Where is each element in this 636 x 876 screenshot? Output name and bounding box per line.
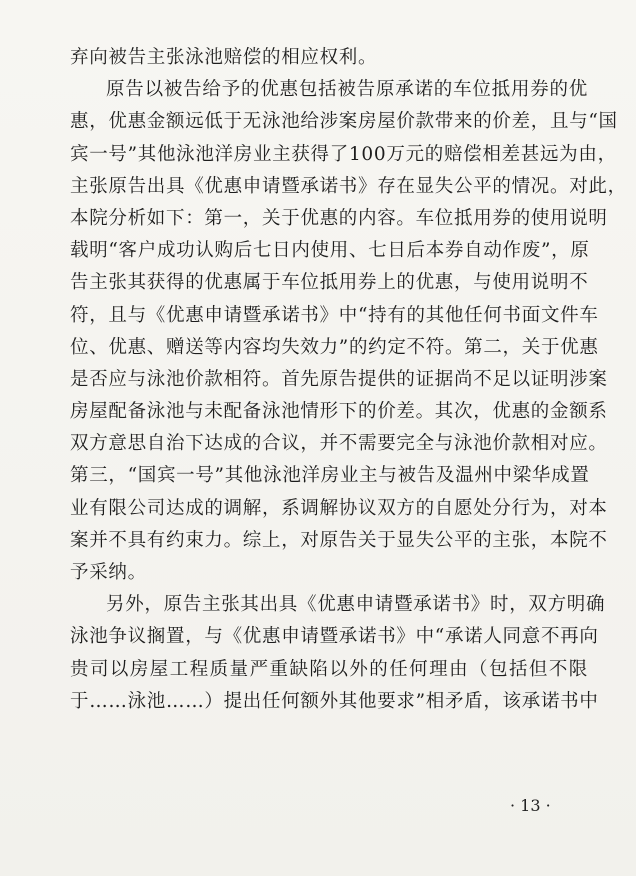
text-line-8: 告主张其获得的优惠属于车位抵用券上的优惠，与使用说明不 [70,272,589,294]
text-line-5: 主张原告出具《优惠申请暨承诺书》存在显失公平的情况。对此， [70,175,627,197]
text-line-12: 房屋配备泳池与未配备泳池情形下的价差。其次，优惠的金额系 [70,401,608,423]
text-line-7: 载明“客户成功认购后七日内使用、七日后本券自动作废”，原 [70,240,590,262]
text-line-4: 宾一号”其他泳池洋房业主获得了100万元的赔偿相差甚远为由， [70,143,617,165]
body-text [70,42,627,718]
text-line-6: 本院分析如下：第一，关于优惠的内容。车位抵用券的使用说明 [70,207,608,229]
text-line-18: 另外，原告主张其出具《优惠申请暨承诺书》时，双方明确 [106,594,606,616]
text-line-9: 符，且与《优惠申请暨承诺书》中“持有的其他任何书面文件车 [70,304,599,326]
text-line-19: 泳池争议搁置，与《优惠申请暨承诺书》中“承诺人同意不再向 [70,626,599,648]
text-line-15: 业有限公司达成的调解，系调解协议双方的自愿处分行为，对本 [70,497,608,519]
page-number: · 13 · [510,796,551,815]
text-line-17: 予采纳。 [70,562,147,583]
text-line-1: 弃向被告主张泳池赔偿的相应权利。 [70,47,378,68]
text-line-2: 原告以被告给予的优惠包括被告原承诺的车位抵用券的优 [106,79,588,101]
text-line-10: 位、优惠、赠送等内容均失效力”的约定不符。第二，关于优惠 [70,336,599,358]
text-line-21: 于……泳池……）提出任何额外其他要求”相矛盾，该承诺书中 [70,690,599,712]
text-line-11: 是否应与泳池价款相符。首先原告提供的证据尚不足以证明涉案 [70,368,608,390]
text-line-13: 双方意思自治下达成的合议，并不需要完全与泳池价款相对应。 [70,433,608,455]
text-line-14: 第三，“国宾一号”其他泳池洋房业主与被告及温州中梁华成置 [70,465,590,487]
text-line-20: 贵司以房屋工程质量严重缺陷以外的任何理由（包括但不限 [70,658,588,680]
text-line-3: 惠，优惠金额远低于无泳池给涉案房屋价款带来的价差，且与“国 [70,111,618,133]
text-line-16: 案并不具有约束力。综上，对原告关于显失公平的主张，本院不 [70,529,608,551]
